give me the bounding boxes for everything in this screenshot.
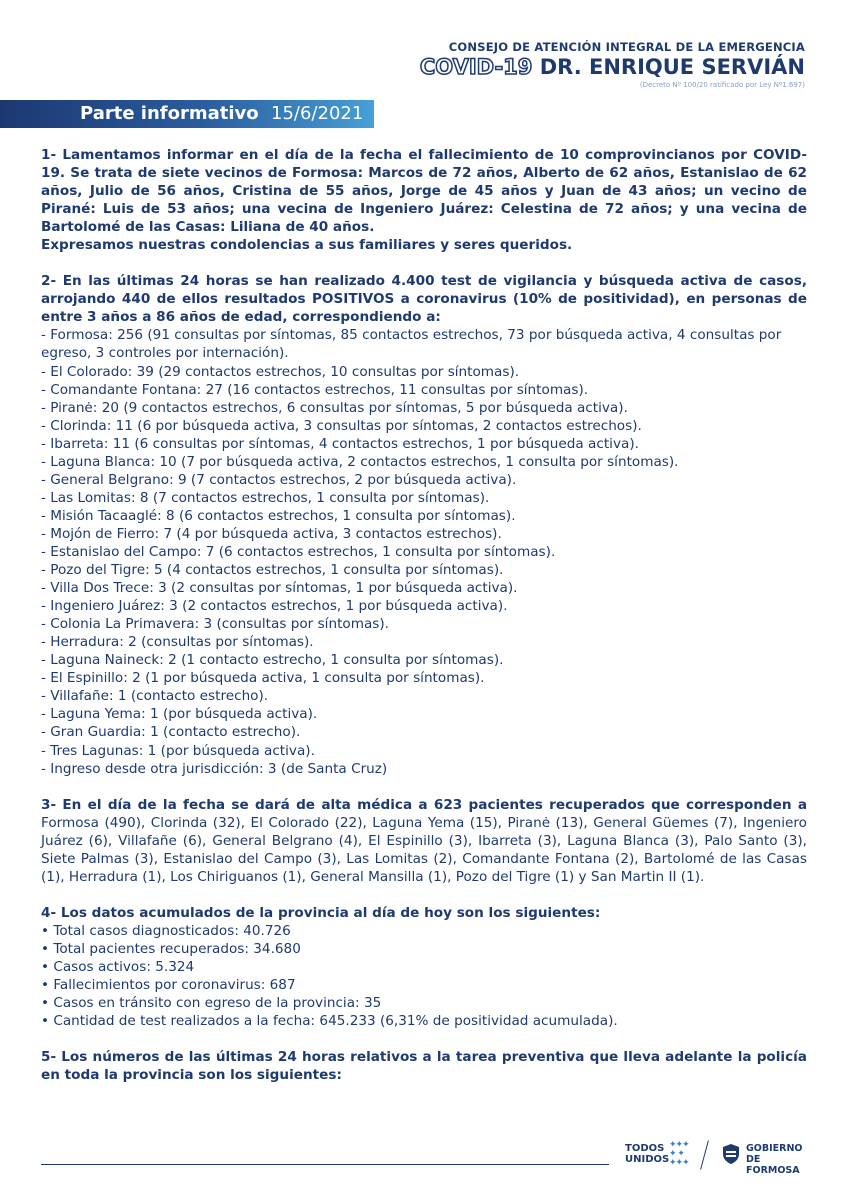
report-banner [0, 100, 374, 128]
gobierno-label: GOBIERNO [746, 1143, 803, 1154]
case-list-item: - Colonia La Primavera: 3 (consultas por síntomas). [41, 616, 389, 633]
case-list-item: - Villafañe: 1 (contacto estrecho). [41, 688, 269, 705]
cumulative-stat-item: • Casos activos: 5.324 [41, 958, 195, 975]
case-list-item: - Laguna Yema: 1 (por búsqueda activa). [41, 706, 318, 723]
cumulative-stat-item: • Fallecimientos por coronavirus: 687 [41, 977, 296, 994]
case-list-item: - Tres Lagunas: 1 (por búsqueda activa). [41, 742, 315, 759]
cumulative-stat-item: • Cantidad de test realizados a la fecha: 645.233 (6,31% de positividad acumulada). [41, 1013, 618, 1030]
doctor-name: DR. ENRIQUE SERVIÁN [539, 55, 805, 79]
case-list-item: - Formosa: 256 (91 consultas por síntomas, 85 contactos estrechos, 73 por búsqueda activa, 4 consultas por egreso, 3 controles por internación). [41, 327, 782, 362]
section-1-condolences: Expresamos nuestras condolencias a sus familiares y seres queridos. [41, 237, 573, 254]
case-list-item: - Ingreso desde otra jurisdicción: 3 (de Santa Cruz) [41, 760, 388, 777]
case-list-item: - Las Lomitas: 8 (7 contactos estrechos, 1 consulta por síntomas). [41, 489, 490, 506]
case-list-item: - Herradura: 2 (consultas por síntomas). [41, 634, 314, 651]
case-list-item: - Misión Tacaaglé: 8 (6 contactos estrechos, 1 consulta por síntomas). [41, 507, 516, 524]
cumulative-stat-item: • Total casos diagnosticados: 40.726 [41, 922, 291, 939]
de-formosa-label: DE FORMOSA [746, 1154, 800, 1176]
case-list-item: - Villa Dos Trece: 3 (2 consultas por síntomas, 1 por búsqueda activa). [41, 580, 518, 597]
case-list-item: - General Belgrano: 9 (7 contactos estrechos, 2 por búsqueda activa). [41, 471, 517, 488]
footer-divider [41, 1164, 609, 1165]
case-list-item: - Clorinda: 11 (6 por búsqueda activa, 3 consultas por síntomas, 2 contactos estrechos). [41, 417, 642, 434]
case-list-item: - Estanislao del Campo: 7 (6 contactos estrechos, 1 consulta por síntomas). [41, 543, 556, 560]
council-name: CONSEJO DE ATENCIÓN INTEGRAL DE LA EMERGENCIA [448, 40, 805, 54]
section-3-text [41, 796, 807, 886]
logo-separator [700, 1140, 709, 1169]
case-list-item: - El Espinillo: 2 (1 por búsqueda activa, 1 consulta por síntomas). [41, 670, 485, 687]
covid-label: COVID-19 [419, 55, 533, 79]
section-3-intro: 3- En el día de la fecha se dará de alta médica a 623 pacientes recuperados que corresponden a [41, 796, 807, 813]
report-body [41, 146, 807, 1084]
case-list-item: - Mojón de Fierro: 7 (4 por búsqueda activa, 3 contactos estrechos). [41, 525, 502, 542]
unidos-label: UNIDOS [625, 1154, 670, 1165]
section-1-text: 1- Lamentamos informar en el día de la fecha el fallecimiento de 10 comprovincianos por COVID-19. Se trata de siete vecinos de Formosa: Marcos de 72 años, Alberto de 62 años, Estanislao de 62 años, Julio de 56 años, Cristina de 55 años, Jorge de 45 años y Juan de 43 años; un vecino de Pirané: Luis de 53 años; una vecina de Ingeniero Juárez: Celestina de 72 años; y una vecina de Bartolomé de las Casas: Liliana de 40 años. [41, 147, 807, 236]
case-list-item: - El Colorado: 39 (29 contactos estrechos, 10 consultas por síntomas). [41, 363, 520, 380]
case-list-item: - Ingeniero Juárez: 3 (2 contactos estrechos, 1 por búsqueda activa). [41, 598, 508, 615]
decree-note: (Decreto Nº 100/20 ratificado por Ley Nº1.697) [639, 81, 805, 89]
cumulative-stat-item: • Total pacientes recuperados: 34.680 [41, 940, 301, 957]
section-2-intro: 2- En las últimas 24 horas se han realizado 4.400 test de vigilancia y búsqueda activa de casos, arrojando 440 de ellos resultados POSITIVOS a coronavirus (10% de positividad), en personas de entre 3 años a 86 años de edad, correspondiendo a: [41, 273, 807, 326]
document-header [420, 40, 805, 89]
section-4-intro: 4- Los datos acumulados de la provincia al día de hoy son los siguientes: [41, 904, 601, 921]
todos-label: TODOS [625, 1143, 665, 1154]
cumulative-stat-item: • Casos en tránsito con egreso de la provincia: 35 [41, 995, 382, 1012]
todos-unidos-logo [625, 1141, 697, 1171]
case-list-item: - Gran Guardia: 1 (contacto estrecho). [41, 724, 301, 741]
stars-icon: ✦✦✦ ✦ ✦ ✦✦✦ [669, 1140, 689, 1168]
section-3-rest: Formosa (490), Clorinda (32), El Colorado (22), Laguna Yema (15), Piranė (13), General Güemes (7), Ingeniero Juárez (6), Villafañe (6), General Belgrano (4), El Espinillo (3), Ibarreta (3), Laguna Blanca (3), Palo Santo (3), Siete Palmas (3), Estanislao del Campo (3), Las Lomitas (2), Comandante Fontana (2), Bartolomé de las Casas (1), Herradura (1), Los Chiriguanos (1), General Mansilla (1), Pozo del Tigre (1) y San Martin II (1). [41, 814, 807, 885]
case-list-item: - Pozo del Tigre: 5 (4 contactos estrechos, 1 consulta por síntomas). [41, 562, 504, 579]
section-4-list [41, 922, 807, 1030]
case-list-item: - Piranė: 20 (9 contactos estrechos, 6 consultas por síntomas, 5 por búsqueda activa). [41, 399, 628, 416]
case-list-item: - Laguna Naineck: 2 (1 contacto estrecho, 1 consulta por síntomas). [41, 652, 504, 669]
gobierno-formosa-logo [722, 1141, 817, 1176]
shield-icon [722, 1143, 740, 1165]
section-5-intro: 5- Los números de las últimas 24 horas relativos a la tarea preventiva que lleva adelante la policía en toda la provincia son los siguientes: [41, 1049, 807, 1084]
case-list-item: - Ibarreta: 11 (6 consultas por síntomas, 4 contactos estrechos, 1 por búsqueda activa). [41, 435, 639, 452]
todos-unidos-text [625, 1143, 669, 1165]
gobierno-text [746, 1143, 817, 1176]
banner-title: Parte informativo [80, 103, 259, 124]
case-list-item: - Laguna Blanca: 10 (7 por búsqueda activa, 2 contactos estrechos, 1 consulta por síntomas). [41, 453, 679, 470]
section-2-list [41, 326, 807, 777]
council-title [420, 55, 805, 79]
case-list-item: - Comandante Fontana: 27 (16 contactos estrechos, 11 consultas por síntomas). [41, 381, 589, 398]
banner-date: 15/6/2021 [271, 103, 364, 124]
